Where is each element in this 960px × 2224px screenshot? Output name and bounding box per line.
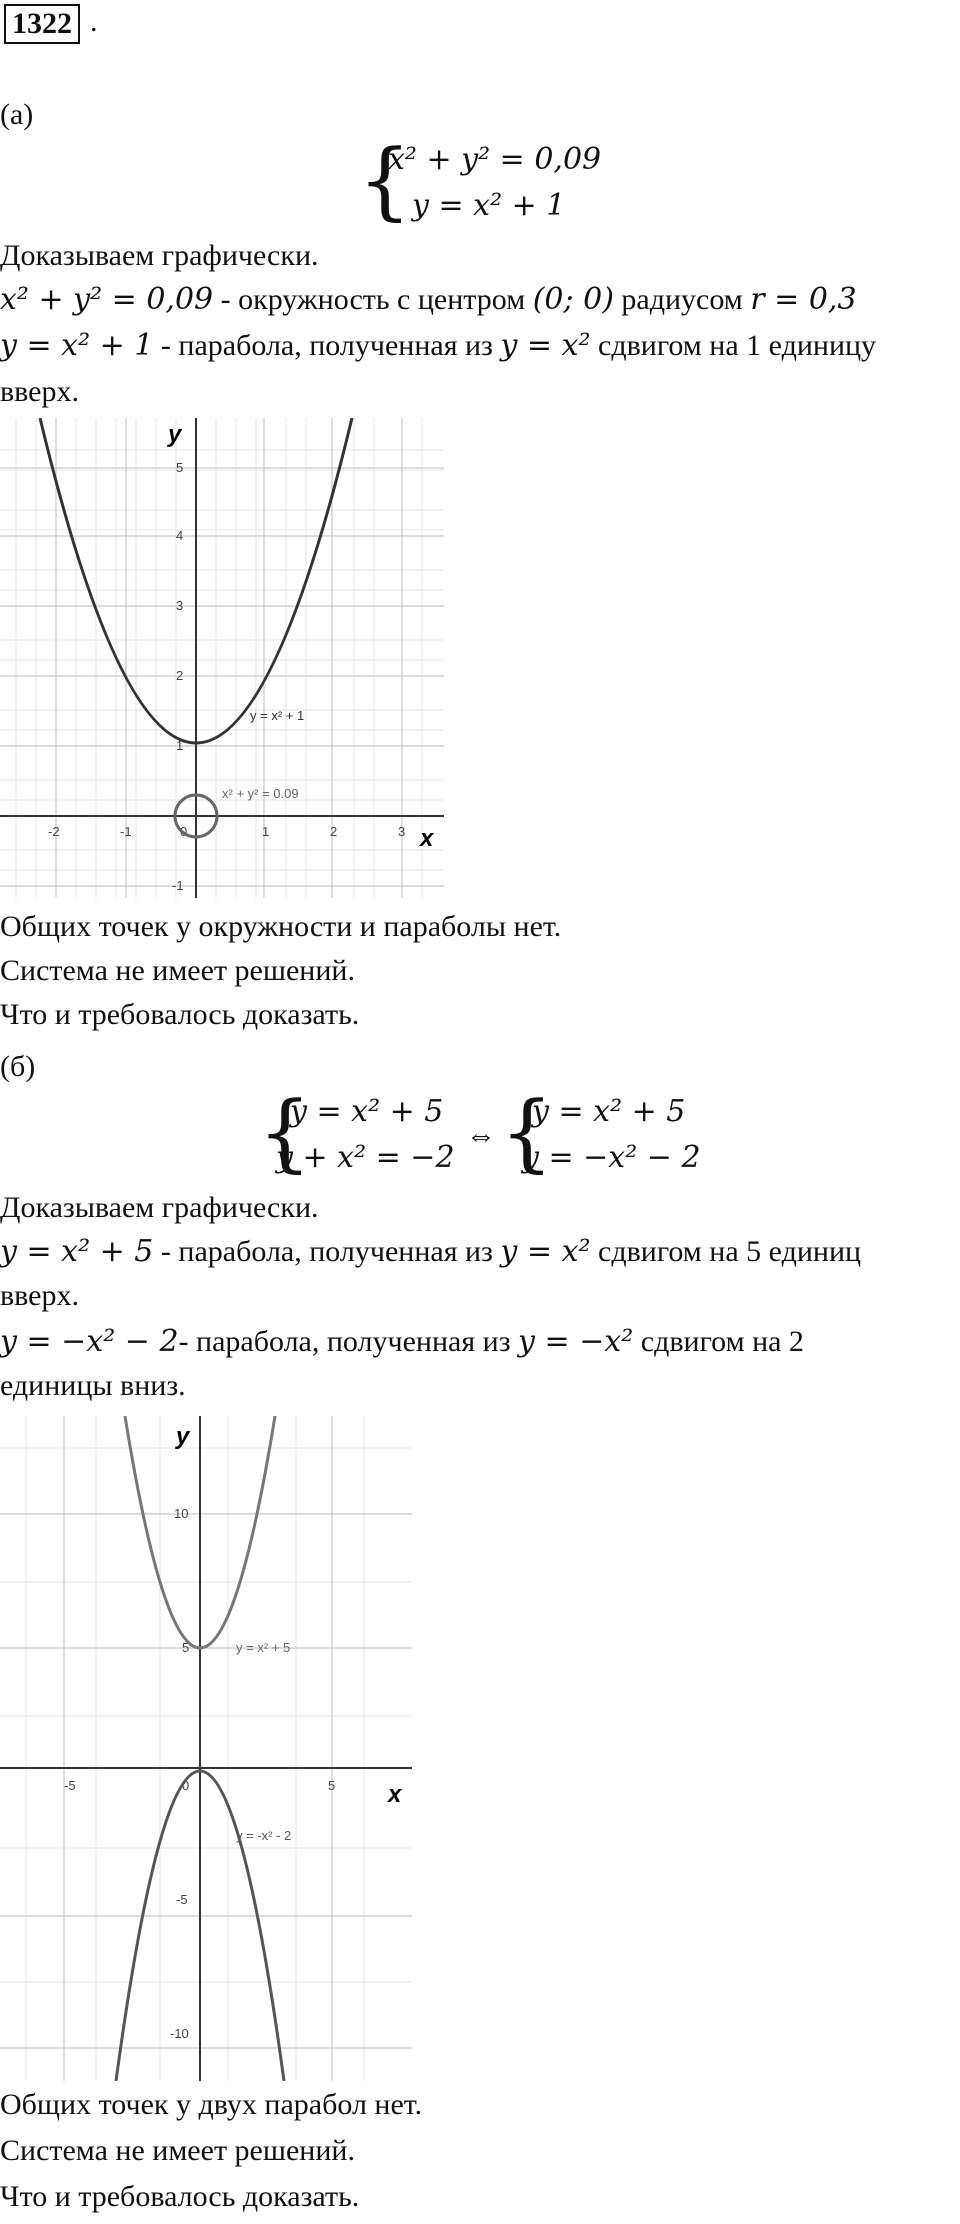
system-b-right-eq1: y = x² + 5 xyxy=(532,1094,686,1129)
part-a-conclusion-1: Общих точек у окружности и параболы нет. xyxy=(0,910,562,943)
parabola-a-desc: - парабола, полученная из xyxy=(153,329,501,362)
part-a-graphic-intro: Доказываем графически. xyxy=(0,239,319,272)
parabola-a-desc2: сдвигом на 1 единицу xyxy=(590,329,877,362)
tick-label: 3 xyxy=(176,598,184,613)
tick-label: -5 xyxy=(176,1892,188,1907)
part-a-line2 xyxy=(0,326,876,366)
tick-label: -1 xyxy=(120,824,132,839)
part-a-label: (а) xyxy=(0,98,34,131)
system-b-right-eq2: y = −x² − 2 xyxy=(522,1140,701,1175)
parabola-a-base: y = x² xyxy=(500,328,591,363)
graph-a-x-ticks xyxy=(48,824,405,839)
part-b-line2-cont: единицы вниз. xyxy=(0,1369,186,1402)
circle-center: (0; 0) xyxy=(532,282,614,317)
circle-radius: r = 0,3 xyxy=(750,282,857,317)
tick-label: 5 xyxy=(182,1640,190,1655)
problem-number-box xyxy=(4,4,80,44)
part-b-line2 xyxy=(0,1322,804,1362)
parabola-b2-desc2: сдвигом на 2 xyxy=(633,1325,804,1358)
circle-desc2: радиусом xyxy=(613,283,751,316)
part-b-label: (б) xyxy=(0,1050,36,1083)
parabola-b2-desc: - парабола, полученная из xyxy=(178,1325,519,1358)
part-b-conclusion-2: Система не имеет решений. xyxy=(0,2134,355,2167)
part-b-line1 xyxy=(0,1232,861,1272)
equivalence-sign: ⇔ xyxy=(466,1119,496,1152)
system-brace-b-right: { xyxy=(500,1083,554,1181)
graph-b-y-label: y xyxy=(176,1423,190,1450)
parabola-b1-desc: - парабола, полученная из xyxy=(153,1235,501,1268)
parabola-b1-formula: y = x² + 5 xyxy=(0,1234,154,1269)
graph-b-x-label: x xyxy=(388,1781,402,1808)
graph-a xyxy=(0,418,444,898)
graph-b-major-grid xyxy=(0,1416,412,2081)
circle-desc: - окружность с центром xyxy=(213,283,533,316)
parabola-b1-label: y = x² + 5 xyxy=(236,1640,291,1655)
graph-b xyxy=(0,1416,412,2081)
graph-a-major-grid xyxy=(0,418,444,898)
parabola-b2-label: y = -x² - 2 xyxy=(236,1828,292,1843)
parabola-b1-desc2: сдвигом на 5 единиц xyxy=(590,1235,862,1268)
system-brace-b-left: { xyxy=(258,1083,312,1181)
tick-label: 10 xyxy=(174,1506,189,1521)
tick-label: 3 xyxy=(398,824,406,839)
part-a-conclusion-2: Система не имеет решений. xyxy=(0,954,355,987)
tick-label: 5 xyxy=(176,460,184,475)
part-a-line1 xyxy=(0,280,857,320)
system-b-left-eq1: y = x² + 5 xyxy=(290,1094,444,1129)
part-b-graphic-intro: Доказываем графически. xyxy=(0,1191,319,1224)
parabola-b2-formula: y = −x² − 2 xyxy=(0,1324,179,1359)
graph-b-minor-grid xyxy=(0,1416,412,2081)
circle-formula: x² + y² = 0,09 xyxy=(0,282,214,317)
parabola-b2-base: y = −x² xyxy=(518,1324,634,1359)
tick-label: 2 xyxy=(176,668,184,683)
part-b-conclusion-1: Общих точек у двух парабол нет. xyxy=(0,2088,423,2121)
system-a-eq1: x² + y² = 0,09 xyxy=(388,142,602,177)
system-brace-a: { xyxy=(358,131,412,229)
circle-a-label: x² + y² = 0.09 xyxy=(222,786,299,801)
tick-label: 0 xyxy=(182,1778,190,1793)
tick-label: 1 xyxy=(176,738,184,753)
graph-a-x-label: x xyxy=(420,825,434,852)
problem-number-dot: . xyxy=(90,5,98,38)
part-a-conclusion-3: Что и требовалось доказать. xyxy=(0,998,360,1031)
tick-label: 0 xyxy=(180,824,188,839)
part-b-conclusion-3: Что и требовалось доказать. xyxy=(0,2180,360,2213)
tick-label: 2 xyxy=(330,824,338,839)
parabola-b1-base: y = x² xyxy=(500,1234,591,1269)
tick-label: 1 xyxy=(262,824,270,839)
tick-label: 4 xyxy=(176,528,184,543)
tick-label: -5 xyxy=(64,1778,76,1793)
graph-a-minor-grid xyxy=(0,418,444,898)
tick-label: -2 xyxy=(48,824,60,839)
parabola-a-label: y = x² + 1 xyxy=(250,708,305,723)
problem-number: 1322 xyxy=(12,7,72,40)
graph-a-y-label: y xyxy=(168,421,182,448)
tick-label: -1 xyxy=(172,878,184,893)
system-a-eq2: y = x² + 1 xyxy=(412,188,566,223)
system-b-left-eq2: y + x² = −2 xyxy=(276,1140,455,1175)
parabola-a-formula: y = x² + 1 xyxy=(0,328,154,363)
tick-label: 5 xyxy=(328,1778,336,1793)
graph-b-y-ticks xyxy=(170,1506,189,2041)
part-b-line1-cont: вверх. xyxy=(0,1279,79,1312)
tick-label: -10 xyxy=(170,2026,189,2041)
part-a-line2-cont: вверх. xyxy=(0,375,79,408)
